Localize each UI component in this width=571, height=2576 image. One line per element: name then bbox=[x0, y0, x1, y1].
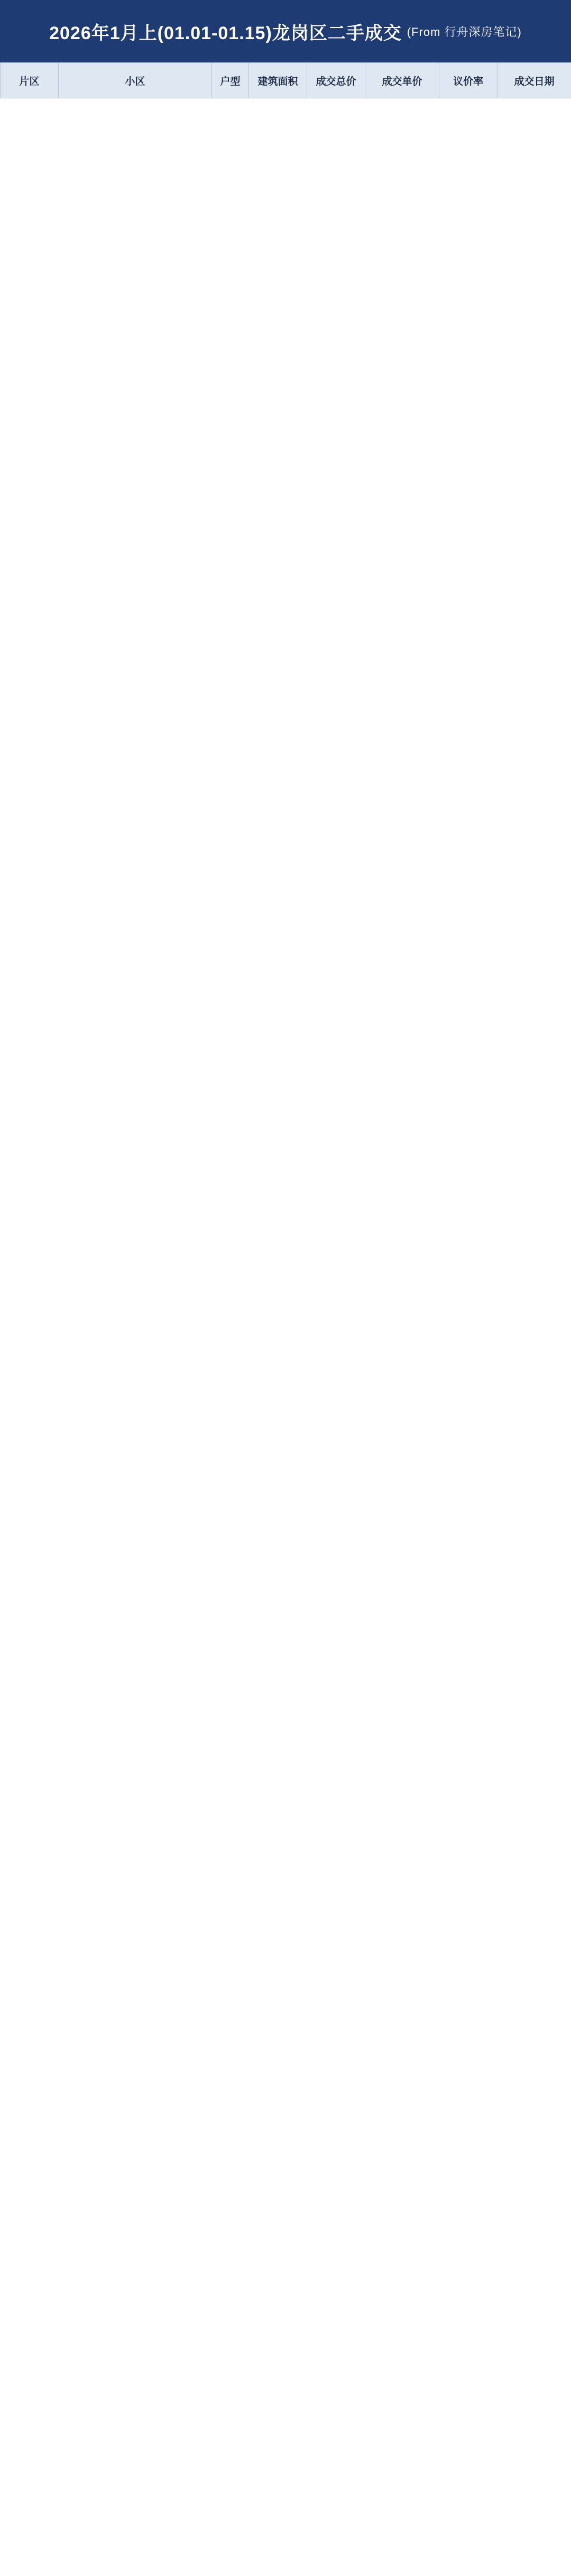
header-estate: 小区 bbox=[59, 63, 212, 98]
page-title bbox=[0, 0, 571, 62]
header-area: 建筑面积 bbox=[249, 63, 307, 98]
header-discount: 议价率 bbox=[439, 63, 498, 98]
deals-table bbox=[0, 62, 571, 98]
header-district: 片区 bbox=[1, 63, 59, 98]
table-header-row bbox=[1, 63, 571, 98]
header-total: 成交总价 bbox=[307, 63, 365, 98]
title-note: (From 行舟深房笔记) bbox=[407, 25, 522, 39]
header-rooms: 户型 bbox=[212, 63, 249, 98]
title-text: 2026年1月上(01.01-01.15)龙岗区二手成交 bbox=[49, 23, 402, 43]
header-date: 成交日期 bbox=[498, 63, 571, 98]
header-unit-price: 成交单价 bbox=[365, 63, 439, 98]
